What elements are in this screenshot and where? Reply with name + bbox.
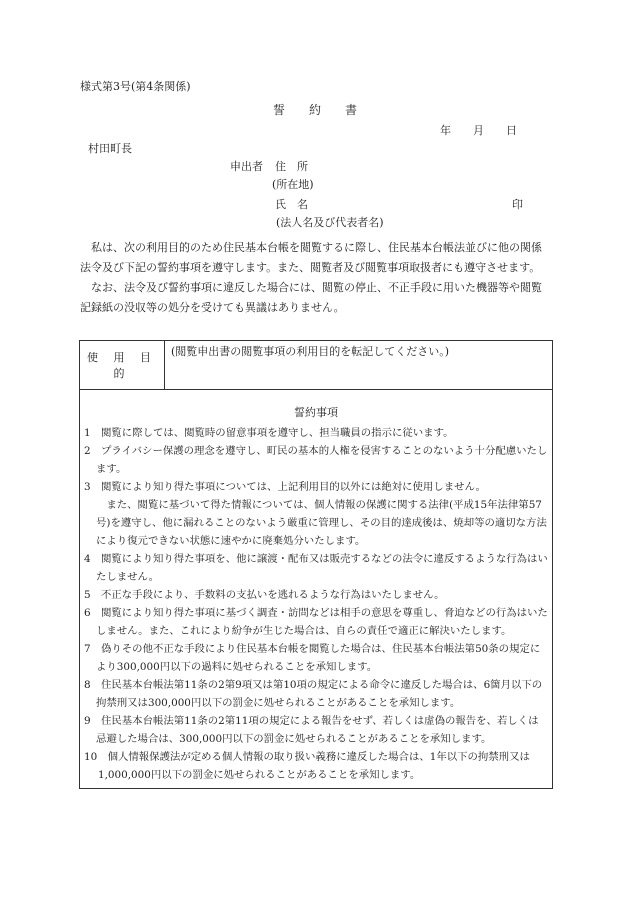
oath-list <box>84 424 548 784</box>
oath-item-number: 2 <box>84 445 91 457</box>
oath-item-text: 不正な手段により、手数料の支払いを逃れるような行為はいたしません。 <box>101 589 445 601</box>
applicant-label: 申出者 <box>230 160 263 173</box>
address-label: 住 所 <box>275 160 308 173</box>
oath-item <box>84 676 548 712</box>
oath-item-text: 住民基本台帳法第11条の2第11項の規定による報告をせず、若しくは虚偽の報告を、若しくは忌避した場合は、300,000円以下の罰金に処せられることがあることを承知します。 <box>96 715 539 745</box>
oath-form-table <box>79 340 553 789</box>
form-number: 様式第3号(第4条関係) <box>80 80 191 93</box>
oath-item-number: 3 <box>84 481 91 493</box>
oath-item <box>84 550 548 586</box>
oath-item-number: 1 <box>84 427 91 439</box>
oath-item <box>84 586 548 604</box>
oath-section <box>80 390 553 789</box>
oath-item <box>84 424 548 442</box>
oath-item-subtext: また、閲覧に基づいて得た情報については、個人情報の保護に関する法律(平成15年法律第57号)を遵守し、他に漏れることのないよう厳重に管理し、その目的達成後は、焼却等の適切な方法により復元できない状態に速やかに廃棄処分いたします。 <box>96 499 547 547</box>
oath-item-number: 9 <box>84 715 91 727</box>
document-title: 誓 約 書 <box>272 103 357 117</box>
oath-item-text: 閲覧に際しては、閲覧時の留意事項を遵守し、担当職員の指示に従います。 <box>101 427 454 439</box>
seal-mark: 印 <box>512 198 523 211</box>
oath-item <box>84 712 548 748</box>
oath-item <box>84 442 548 478</box>
intro-text <box>80 238 552 318</box>
oath-item-number: 7 <box>84 643 91 655</box>
oath-item-text: プライバシー保護の理念を遵守し、町民の基本的人権を侵害することのないよう十分配慮いたします。 <box>96 445 548 475</box>
oath-item-number: 8 <box>84 679 91 691</box>
oath-item-number: 5 <box>84 589 91 601</box>
oath-item-text: 個人情報保護法が定める個人情報の取り扱い義務に違反した場合は、1年以下の拘禁刑又は1,000,000円以下の罰金に処せられることがあることを承知します。 <box>98 751 530 781</box>
oath-item-text: 住民基本台帳法第11条の2第9項又は第10項の規定による命令に違反した場合は、6箇月以下の拘禁刑又は300,000円以下の罰金に処せられることがあることを承知します。 <box>96 679 543 709</box>
intro-paragraph-1: 私は、次の利用目的のため住民基本台帳を閲覧するに際し、住民基本台帳法並びに他の関係法令及び下記の誓約事項を遵守します。また、閲覧者及び閲覧事項取扱者にも遵守させます。 <box>80 241 542 274</box>
oath-item-text: 閲覧により知り得た事項を、他に譲渡・配布又は販売するなどの法令に違反するような行為はいたしません。 <box>96 553 548 583</box>
purpose-label: 使 用 目 的 <box>80 341 165 390</box>
oath-item-text: 閲覧により知り得た事項については、上記利用目的以外には絶対に使用しません。 <box>101 481 486 493</box>
corp-label: (法人名及び代表者名) <box>276 216 384 229</box>
oath-item <box>84 478 548 550</box>
oath-item <box>84 604 548 640</box>
date-line: 年 月 日 <box>440 124 517 137</box>
name-label: 氏 名 <box>275 198 308 211</box>
location-label: (所在地) <box>272 178 314 191</box>
oath-title: 誓約事項 <box>294 406 338 419</box>
oath-item <box>84 640 548 676</box>
oath-item-number: 10 <box>84 751 98 763</box>
oath-item-text: 閲覧により知り得た事項に基づく調査・訪問などは相手の意思を尊重し、脅迫などの行為はいたしません。また、これにより紛争が生じた場合は、自らの責任で適正に解決いたします。 <box>96 607 548 637</box>
purpose-note: (閲覧申出書の閲覧事項の利用目的を転記してください。) <box>171 345 450 358</box>
oath-item-number: 4 <box>84 553 91 565</box>
oath-item-number: 6 <box>84 607 91 619</box>
addressee: 村田町長 <box>88 142 132 155</box>
intro-paragraph-2: なお、法令及び誓約事項に違反した場合には、閲覧の停止、不正手段に用いた機器等や閲覧記録紙の没収等の処分を受けても異議はありません。 <box>80 281 542 314</box>
oath-item <box>84 748 548 784</box>
purpose-field[interactable] <box>165 341 553 390</box>
oath-item-text: 偽りその他不正な手段により住民基本台帳を閲覧した場合は、住民基本台帳法第50条の規定により300,000円以下の過料に処せられることを承知します。 <box>96 643 541 673</box>
